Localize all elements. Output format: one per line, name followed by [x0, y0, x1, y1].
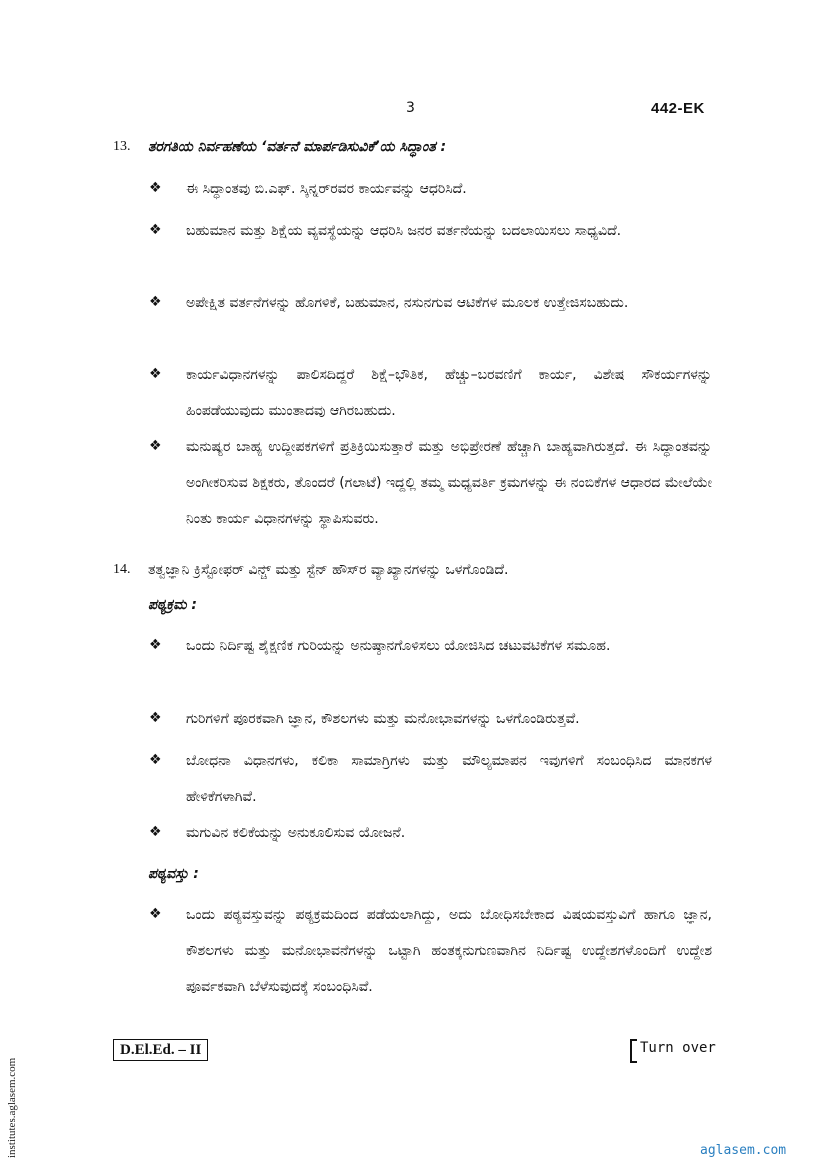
bullet-icon: ❖	[149, 222, 162, 238]
curriculum-point-2: ಗುರಿಗಳಿಗೆ ಪೂರಕವಾಗಿ ಜ್ಞಾನ, ಕೌಶಲಗಳು ಮತ್ತು ಮನೋಭಾವಗಳನ್ನು ಒಳಗೊಂಡಿರುತ್ತವೆ.	[186, 711, 580, 727]
bullet-icon: ❖	[149, 752, 162, 768]
bullet-icon: ❖	[149, 366, 162, 382]
q13-point-3: ಅಪೇಕ್ಷಿತ ವರ್ತನೆಗಳನ್ನು ಹೊಗಳಿಕೆ, ಬಹುಮಾನ, ನಸುನಗುವ ಆಟಿಕೆಗಳ ಮೂಲಕ ಉತ್ತೇಜಿಸಬಹುದು.	[186, 295, 629, 311]
q13-point-4: ಕಾರ್ಯವಿಧಾನಗಳನ್ನು ಪಾಲಿಸದಿದ್ದರೆ ಶಿಕ್ಷೆ–ಭೌತಿಕ, ಹೆಚ್ಚು–ಬರವಣಿಗೆ ಕಾರ್ಯ, ವಿಶೇಷ ಸೌಕರ್ಯಗಳನ್ನು ಹಿಂಪಡೆಯುವುದು ಮುಂತಾದವು ಆಗಿರಬಹುದು.	[186, 367, 712, 419]
question-13-title: ತರಗತಿಯ ನಿರ್ವಹಣೆಯ ‘ವರ್ತನೆ ಮಾರ್ಪಡಿಸುವಿಕೆ’ಯ ಸಿದ್ಧಾಂತ :	[148, 139, 447, 155]
content-point-1: ಒಂದು ಪಠ್ಯವಸ್ತುವನ್ನು ಪಠ್ಯಕ್ರಮದಿಂದ ಪಡೆಯಲಾಗಿದ್ದು, ಅದು ಬೋಧಿಸಬೇಕಾದ ವಿಷಯವಸ್ತುವಿಗೆ ಹಾಗೂ ಜ್ಞಾನ, ಕೌಶಲಗಳು ಮತ್ತು ಮನೋಭಾವನೆಗಳನ್ನು ಒಟ್ಟಾಗಿ ಹಂತಕ್ಕನುಗುಣವಾಗಿನ ನಿರ್ದಿಷ್ಟ ಉದ್ದೇಶಗಳೊಂದಿಗೆ ಉದ್ದೇಶ ಪೂರ್ವಕವಾಗಿ ಬೆಳೆಸುವುದಕ್ಕೆ ಸಂಬಂಧಿಸಿವೆ.	[186, 907, 712, 995]
curriculum-point-1: ಒಂದು ನಿರ್ದಿಷ್ಟ ಶೈಕ್ಷಣಿಕ ಗುರಿಯನ್ನು ಅನುಷ್ಠಾನಗೊಳಿಸಲು ಯೋಜಿಸಿದ ಚಟುವಟಿಕೆಗಳ ಸಮೂಹ.	[186, 638, 611, 654]
question-14-text: ತತ್ವಜ್ಞಾನಿ ಕ್ರಿಸ್ಟೋಫರ್ ವಿನ್ಚ್ ಮತ್ತು ಸ್ಟೆನ್ ಹೌಸ್‌ರ ವ್ಯಾಖ್ಯಾನಗಳನ್ನು ಒಳಗೊಂಡಿದೆ.	[148, 562, 509, 578]
q13-point-1: ಈ ಸಿದ್ಧಾಂತವು ಬಿ.ಎಫ್. ಸ್ಕಿನ್ನರ್‌ರವರ ಕಾರ್ಯವನ್ನು ಆಧರಿಸಿದೆ.	[186, 181, 467, 197]
page-number: 3	[406, 100, 415, 116]
bullet-icon: ❖	[149, 294, 162, 310]
bottom-watermark: aglasem.com	[700, 1143, 787, 1158]
turn-over-label: Turn over	[630, 1040, 716, 1056]
curriculum-point-3: ಬೋಧನಾ ವಿಧಾನಗಳು, ಕಲಿಕಾ ಸಾಮಾಗ್ರಿಗಳು ಮತ್ತು ಮೌಲ್ಯಮಾಪನ ಇವುಗಳಿಗೆ ಸಂಬಂಧಿಸಿದ ಮಾನಕಗಳ ಹೇಳಿಕೆಗಳಾಗಿವೆ.	[186, 753, 712, 805]
content-heading: ಪಠ್ಯವಸ್ತು :	[148, 866, 199, 882]
bullet-icon: ❖	[149, 710, 162, 726]
bullet-icon: ❖	[149, 180, 162, 196]
curriculum-point-4: ಮಗುವಿನ ಕಲಿಕೆಯನ್ನು ಅನುಕೂಲಿಸುವ ಯೋಜನೆ.	[186, 825, 406, 841]
bullet-icon: ❖	[149, 824, 162, 840]
bullet-icon: ❖	[149, 906, 162, 922]
question-13-number: 13.	[113, 139, 131, 154]
bullet-icon: ❖	[149, 438, 162, 454]
q13-point-5: ಮನುಷ್ಯರ ಬಾಹ್ಯ ಉದ್ದೀಪಕಗಳಿಗೆ ಪ್ರತಿಕ್ರಿಯಿಸುತ್ತಾರೆ ಮತ್ತು ಅಭಿಪ್ರೇರಣೆ ಹೆಚ್ಚಾಗಿ ಬಾಹ್ಯವಾಗಿರುತ್ತದೆ. ಈ ಸಿದ್ಧಾಂತವನ್ನು ಅಂಗೀಕರಿಸುವ ಶಿಕ್ಷಕರು, ತೊಂದರೆ (ಗಲಾಟೆ) ಇದ್ದಲ್ಲಿ ತಮ್ಮ ಮಧ್ಯವರ್ತಿ ಕ್ರಮಗಳನ್ನು ಈ ನಂಬಿಕೆಗಳ ಆಧಾರದ ಮೇಲೆಯೇ ನಿಂತು ಕಾರ್ಯ ವಿಧಾನಗಳನ್ನು ಸ್ಥಾಪಿಸುವರು.	[186, 439, 712, 527]
side-watermark: institutes.aglasem.com	[6, 1057, 18, 1158]
curriculum-heading: ಪಠ್ಯಕ್ರಮ :	[148, 597, 197, 613]
question-14-number: 14.	[113, 562, 131, 577]
q13-point-2: ಬಹುಮಾನ ಮತ್ತು ಶಿಕ್ಷೆಯ ವ್ಯವಸ್ಥೆಯನ್ನು ಆಧರಿಸಿ ಜನರ ವರ್ತನೆಯನ್ನು ಬದಲಾಯಿಸಲು ಸಾಧ್ಯವಿದೆ.	[186, 223, 622, 239]
course-code-box: D.El.Ed. – II	[113, 1039, 208, 1061]
paper-code: 442-EK	[651, 100, 705, 117]
bullet-icon: ❖	[149, 637, 162, 653]
